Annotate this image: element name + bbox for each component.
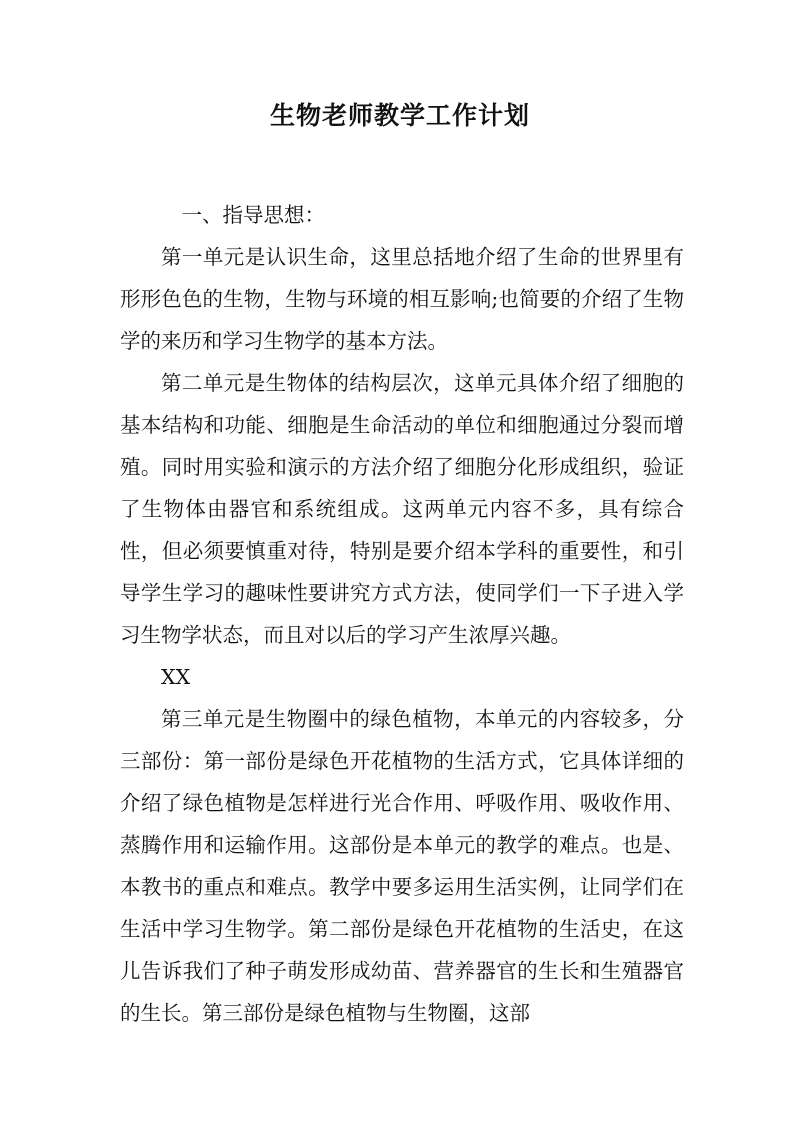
- section-heading: 一、指导思想：: [181, 203, 325, 227]
- paragraph-unit-three: 第三单元是生物圈中的绿色植物，本单元的内容较多，分三部份：第一部份是绿色开花植物的生活方式，它具体详细的介绍了绿色植物是怎样进行光合作用、呼吸作用、吸收作用、蒸腾作用和运输作用。这部份是本单元的教学的难点。也是、本教书的重点和难点。教学中要多运用生活实例，让同学们在生活中学习生物学。第二部份是绿色开花植物的生活史，在这儿告诉我们了种子萌发形成幼苗、营养器官的生长和生殖器官的生长。第三部份是绿色植物与生物圈，这部: [120, 707, 684, 1025]
- document-title: 生物老师教学工作计划: [269, 101, 530, 130]
- paragraph-unit-two: 第二单元是生物体的结构层次，这单元具体介绍了细胞的基本结构和功能、细胞是生命活动的单位和细胞通过分裂而增殖。同时用实验和演示的方法介绍了细胞分化形成组织，验证了生物体由器官和系统组成。这两单元内容不多，具有综合性，但必须要慎重对待，特别是要介绍本学科的重要性，和引导学生学习的趣味性要讲究方式方法，使同学们一下子进入学习生物学状态，而且对以后的学习产生浓厚兴趣。: [120, 371, 684, 647]
- document-body: [120, 194, 684, 1034]
- paragraph-unit-one: 第一单元是认识生命，这里总括地介绍了生命的世界里有形形色色的生物，生物与环境的相互影响;也简要的介绍了生物学的来历和学习生物学的基本方法。: [120, 245, 684, 353]
- paragraph-placeholder: XX: [161, 665, 191, 689]
